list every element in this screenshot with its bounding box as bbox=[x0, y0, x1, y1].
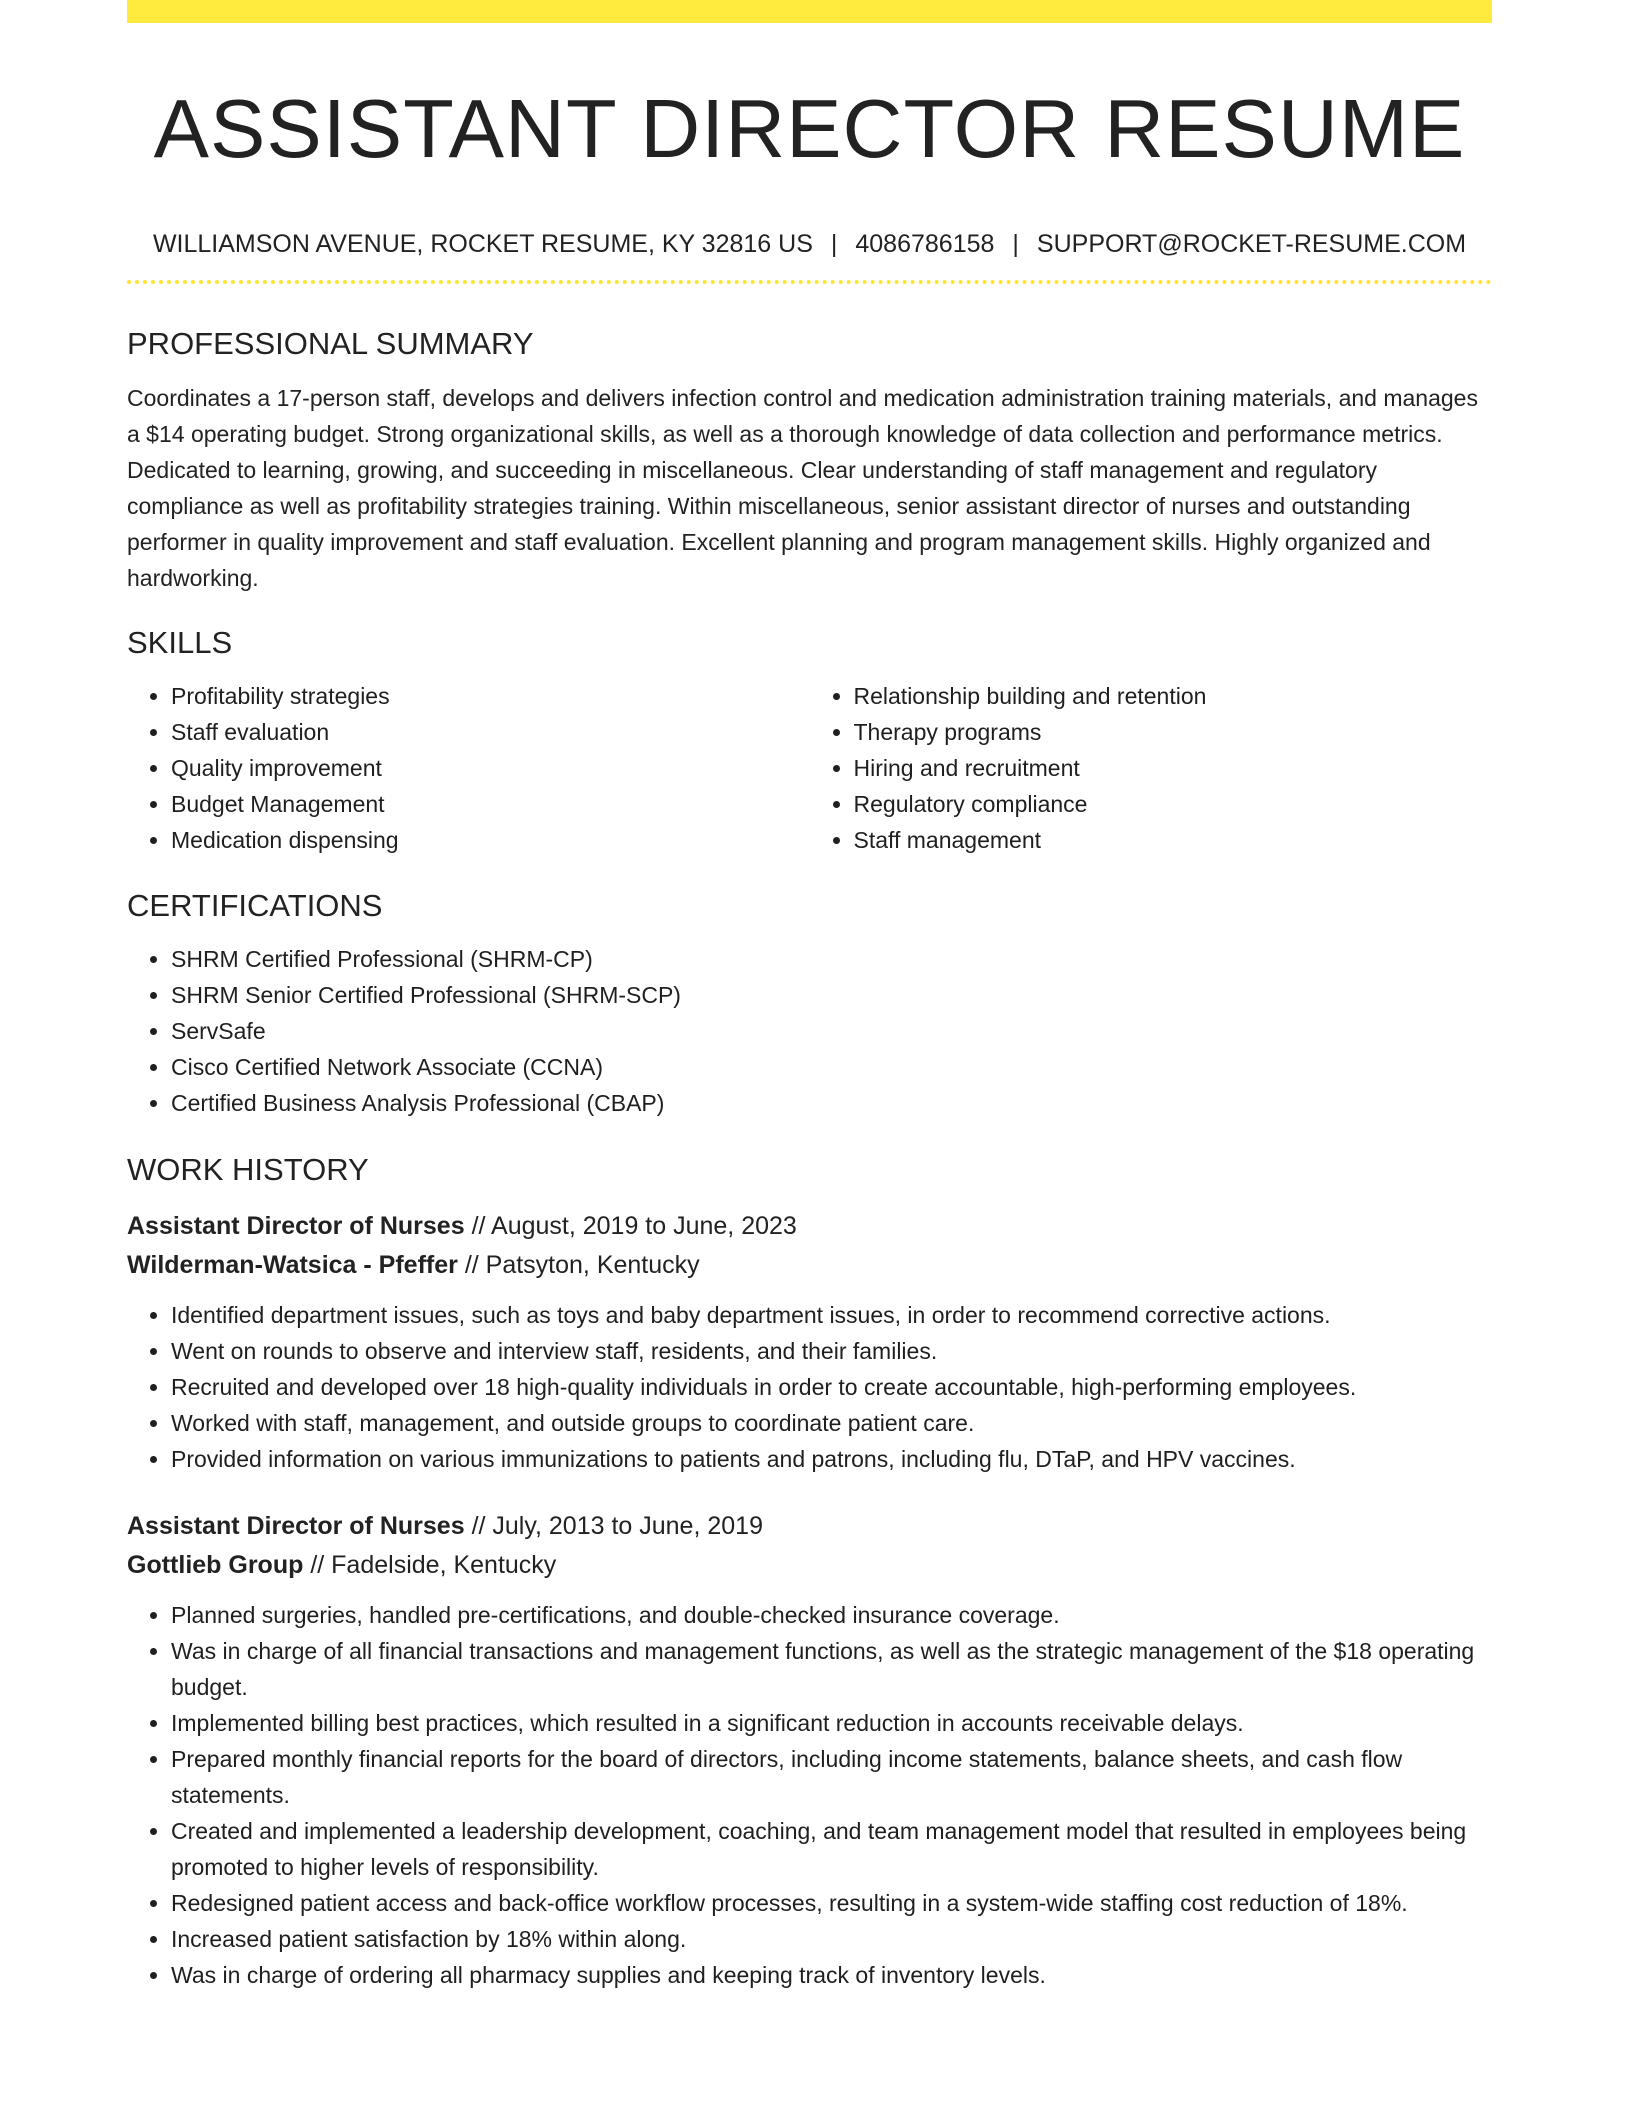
certifications-list bbox=[127, 941, 1492, 1121]
skill-item: • Therapy programs bbox=[854, 714, 1493, 750]
certification-item: • SHRM Certified Professional (SHRM-CP) bbox=[171, 941, 1492, 977]
skill-item: • Quality improvement bbox=[171, 750, 810, 786]
certifications-heading: CERTIFICATIONS bbox=[127, 888, 383, 923]
job-bullets bbox=[127, 1597, 1492, 1993]
job-location: // Patsyton, Kentucky bbox=[464, 1251, 700, 1279]
job-company: Wilderman-Watsica - Pfeffer bbox=[127, 1251, 458, 1279]
job-company: Gottlieb Group bbox=[127, 1551, 304, 1579]
job-bullet: • Prepared monthly financial reports for the board of directors, including income statements, balance sheets, and cash flow statements. bbox=[171, 1741, 1492, 1813]
job-role-line bbox=[127, 1207, 1492, 1246]
skill-item: • Staff evaluation bbox=[171, 714, 810, 750]
job-dates: // August, 2019 to June, 2023 bbox=[471, 1212, 797, 1240]
job-entry bbox=[127, 1507, 1492, 1993]
certification-item: • SHRM Senior Certified Professional (SHRM-SCP) bbox=[171, 977, 1492, 1013]
contact-address: WILLIAMSON AVENUE, ROCKET RESUME, KY 32816 US bbox=[152, 230, 813, 258]
certification-item: • Certified Business Analysis Professional (CBAP) bbox=[171, 1085, 1492, 1121]
job-bullet: • Increased patient satisfaction by 18% within along. bbox=[171, 1921, 1492, 1957]
work-history-heading: WORK HISTORY bbox=[127, 1152, 369, 1187]
job-company-line bbox=[127, 1546, 1492, 1585]
job-bullet: • Went on rounds to observe and interview staff, residents, and their families. bbox=[171, 1333, 1492, 1369]
job-bullet: • Planned surgeries, handled pre-certifications, and double-checked insurance coverage. bbox=[171, 1597, 1492, 1633]
contact-email: SUPPORT@ROCKET-RESUME.COM bbox=[1036, 230, 1467, 258]
skill-item: • Hiring and recruitment bbox=[854, 750, 1493, 786]
job-bullet: • Redesigned patient access and back-office workflow processes, resulting in a system-wide staffing cost reduction of 18%. bbox=[171, 1885, 1492, 1921]
job-bullet: • Implemented billing best practices, which resulted in a significant reduction in accounts receivable delays. bbox=[171, 1705, 1492, 1741]
skill-item: • Relationship building and retention bbox=[854, 678, 1493, 714]
contact-separator: | bbox=[1012, 230, 1019, 258]
certification-item: • ServSafe bbox=[171, 1013, 1492, 1049]
job-role: Assistant Director of Nurses bbox=[127, 1212, 465, 1240]
skill-item: • Profitability strategies bbox=[171, 678, 810, 714]
skill-item: • Regulatory compliance bbox=[854, 786, 1493, 822]
skill-item: • Budget Management bbox=[171, 786, 810, 822]
job-bullet: • Recruited and developed over 18 high-quality individuals in order to create accountable, high-performing employees. bbox=[171, 1369, 1492, 1405]
job-bullets bbox=[127, 1297, 1492, 1477]
job-bullet: • Was in charge of ordering all pharmacy supplies and keeping track of inventory levels. bbox=[171, 1957, 1492, 1993]
skill-item: • Staff management bbox=[854, 822, 1493, 858]
resume-page bbox=[127, 0, 1492, 1993]
certification-item: • Cisco Certified Network Associate (CCNA) bbox=[171, 1049, 1492, 1085]
job-role-line bbox=[127, 1507, 1492, 1546]
accent-top-bar bbox=[127, 0, 1492, 23]
skills-left-column bbox=[127, 678, 810, 858]
dotted-divider bbox=[127, 280, 1492, 284]
skills-grid bbox=[127, 678, 1492, 858]
job-entry bbox=[127, 1207, 1492, 1477]
job-bullet: • Provided information on various immunizations to patients and patrons, including flu, DTaP, and HPV vaccines. bbox=[171, 1441, 1492, 1477]
job-bullet: • Identified department issues, such as toys and baby department issues, in order to recommend corrective actions. bbox=[171, 1297, 1492, 1333]
summary-text: Coordinates a 17-person staff, develops and delivers infection control and medication administration training materials, and manages a $14 operating budget. Strong organizational skills, as well as a thorough knowledge of data collection and performance metrics. Dedicated to learning, growing, and succeeding in miscellaneous. Clear understanding of staff management and regulatory compliance as well as profitability strategies training. Within miscellaneous, senior assistant director of nurses and outstanding performer in quality improvement and staff evaluation. Excellent planning and program management skills. Highly organized and hardworking. bbox=[127, 385, 1478, 591]
contact-line bbox=[127, 229, 1492, 259]
skills-right-column bbox=[810, 678, 1493, 858]
summary-heading: PROFESSIONAL SUMMARY bbox=[127, 326, 534, 361]
resume-title: ASSISTANT DIRECTOR RESUME bbox=[153, 82, 1466, 175]
job-role: Assistant Director of Nurses bbox=[127, 1512, 465, 1540]
job-bullet: • Was in charge of all financial transactions and management functions, as well as the strategic management of the $18 operating budget. bbox=[171, 1633, 1492, 1705]
skill-item: • Medication dispensing bbox=[171, 822, 810, 858]
contact-phone: 4086786158 bbox=[855, 230, 995, 258]
skills-heading: SKILLS bbox=[127, 625, 233, 660]
job-location: // Fadelside, Kentucky bbox=[310, 1551, 557, 1579]
job-bullet: • Worked with staff, management, and outside groups to coordinate patient care. bbox=[171, 1405, 1492, 1441]
contact-separator: | bbox=[830, 230, 838, 258]
job-company-line bbox=[127, 1246, 1492, 1285]
job-dates: // July, 2013 to June, 2019 bbox=[471, 1512, 763, 1540]
job-bullet: • Created and implemented a leadership development, coaching, and team management model that resulted in employees being promoted to higher levels of responsibility. bbox=[171, 1813, 1492, 1885]
